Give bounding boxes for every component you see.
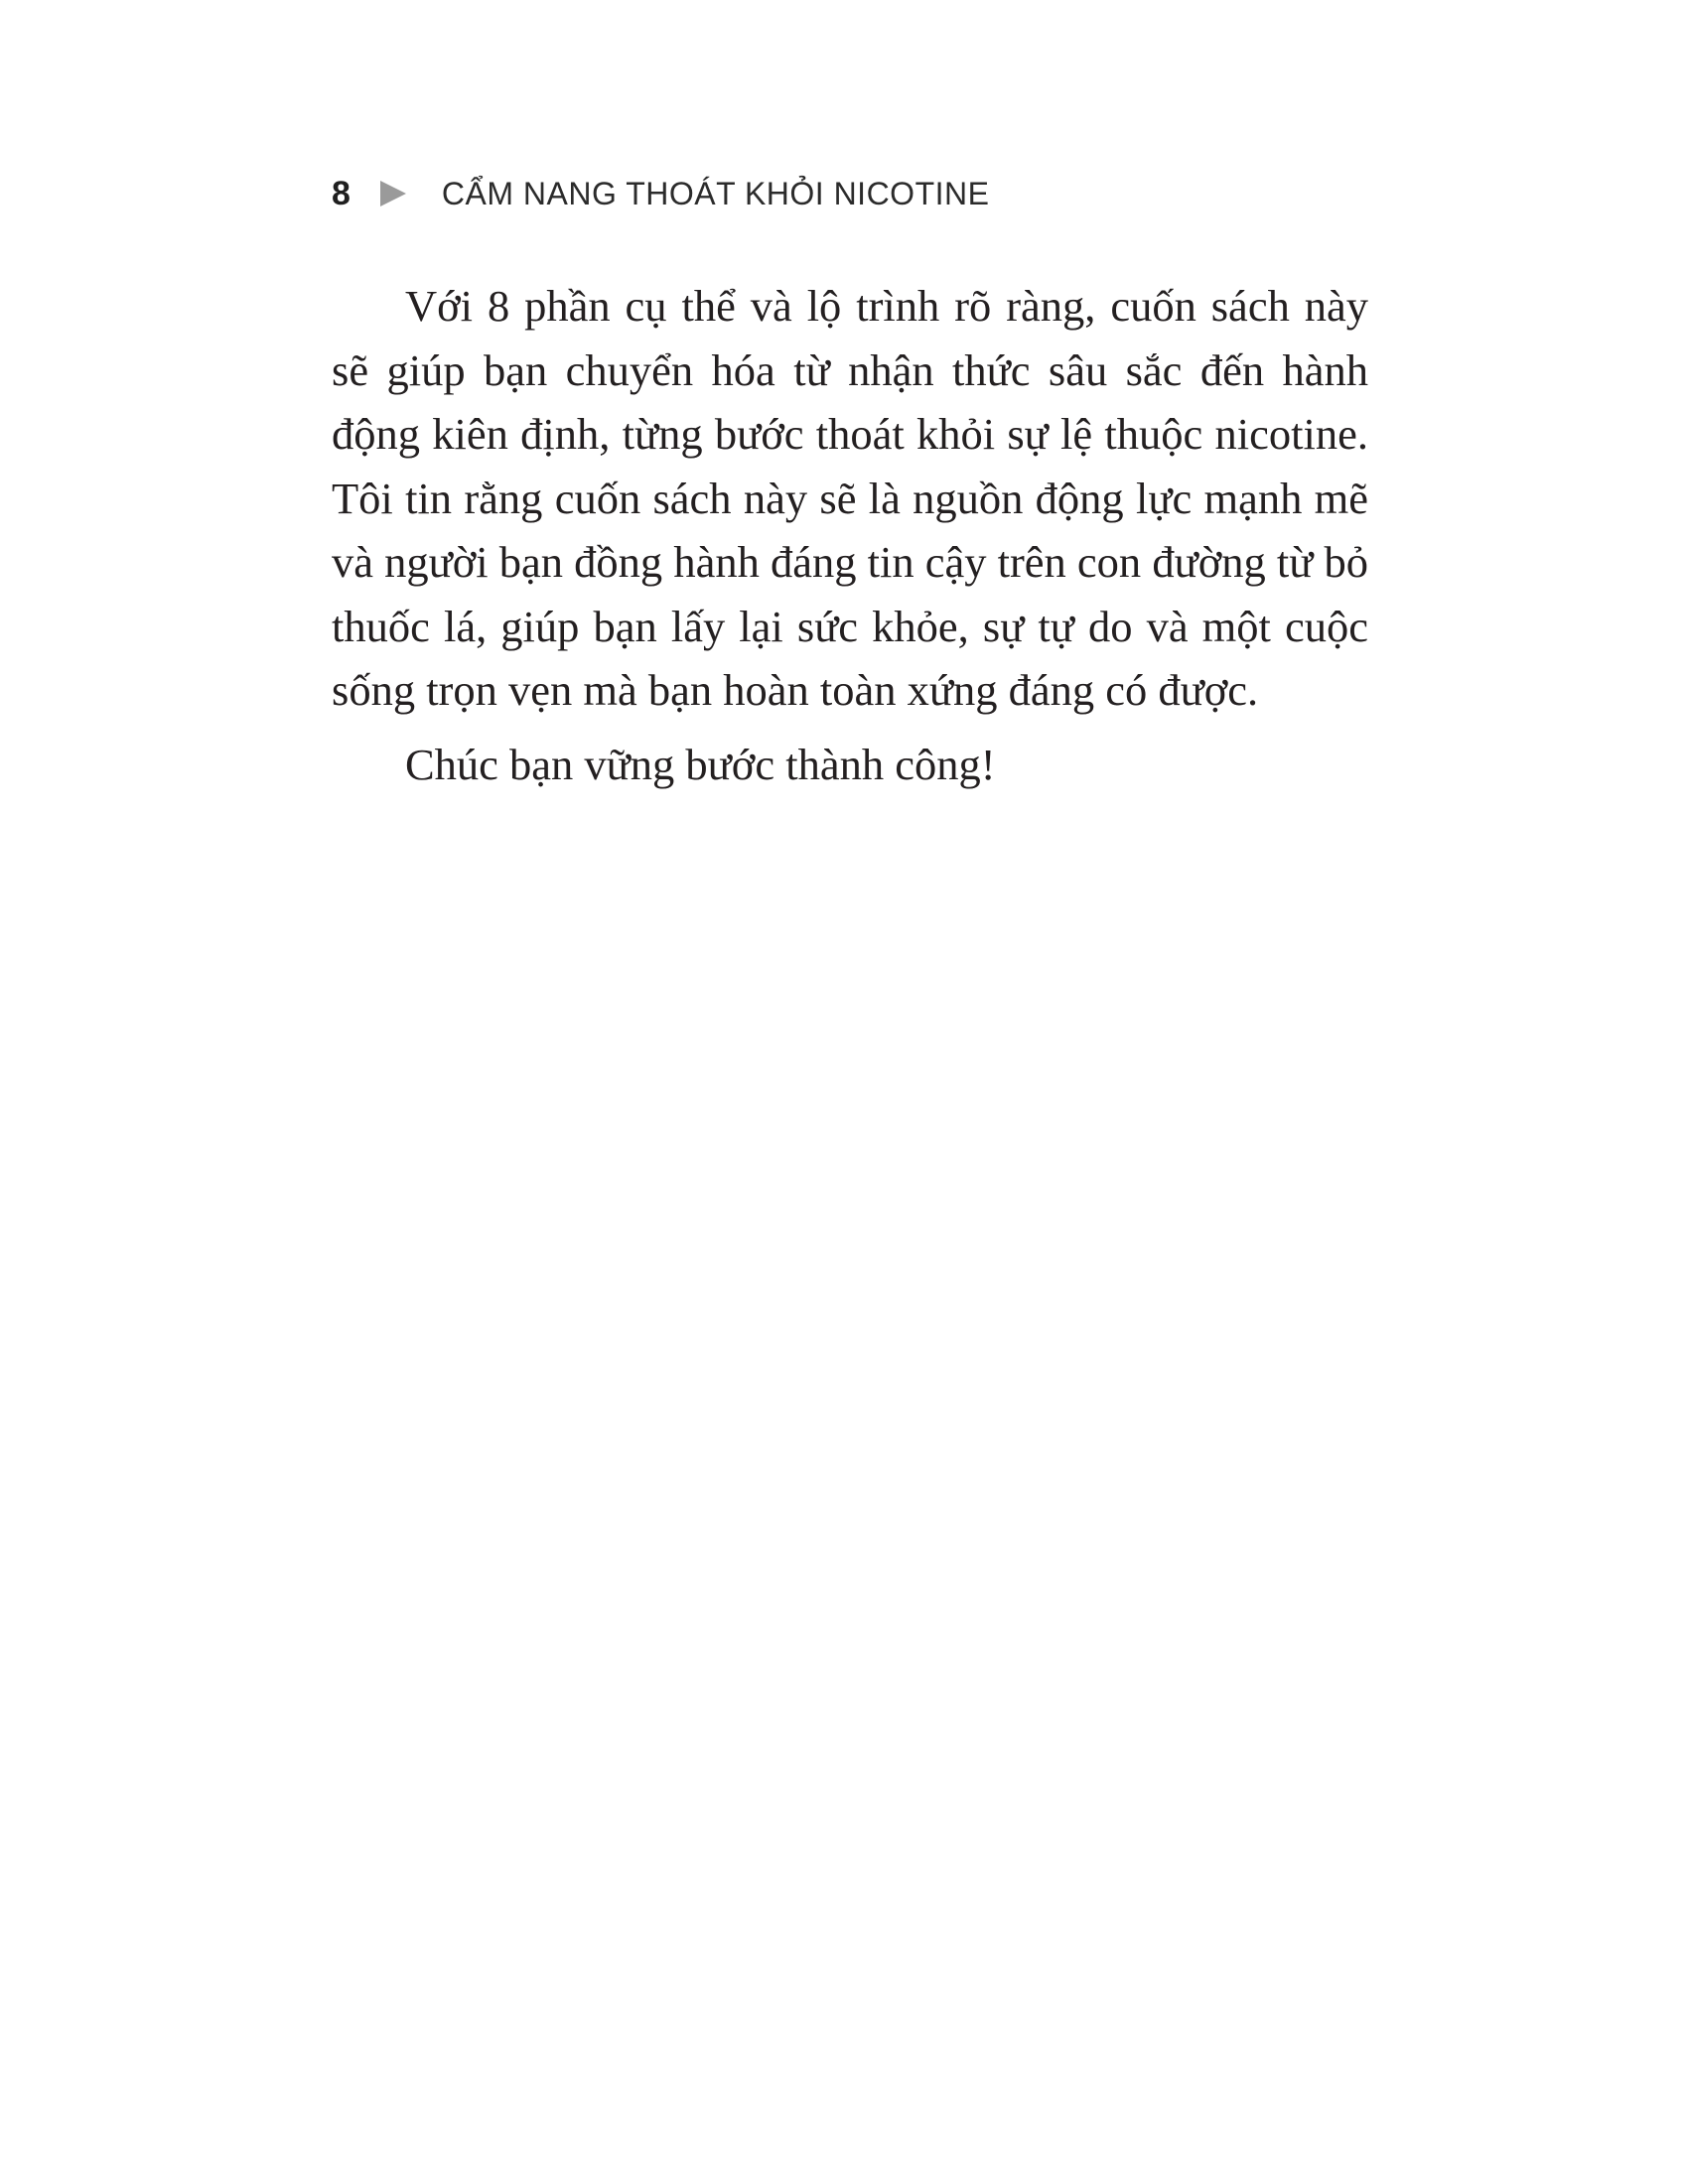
page-number: 8: [332, 174, 351, 212]
body-text: [332, 274, 1368, 796]
triangle-right-icon: [380, 181, 406, 206]
closing-paragraph: Chúc bạn vững bước thành công!: [405, 739, 996, 789]
paragraph: Với 8 phần cụ thể và lộ trình rõ ràng, cuốn sách này sẽ giúp bạn chuyển hóa từ nhận thức sâu sắc đến hành động kiên định, từng bước thoát khỏi sự lệ thuộc nicotine. Tôi tin rằng cuốn sách này sẽ là nguồn động lực mạnh mẽ và người bạn đồng hành đáng tin cậy trên con đường từ bỏ thuốc lá, giúp bạn lấy lại sức khỏe, sự tự do và một cuộc sống trọn vẹn mà bạn hoàn toàn xứng đáng có được.: [332, 281, 1368, 715]
book-title: CẨM NANG THOÁT KHỎI NICOTINE: [441, 175, 990, 211]
running-header: [332, 169, 989, 218]
